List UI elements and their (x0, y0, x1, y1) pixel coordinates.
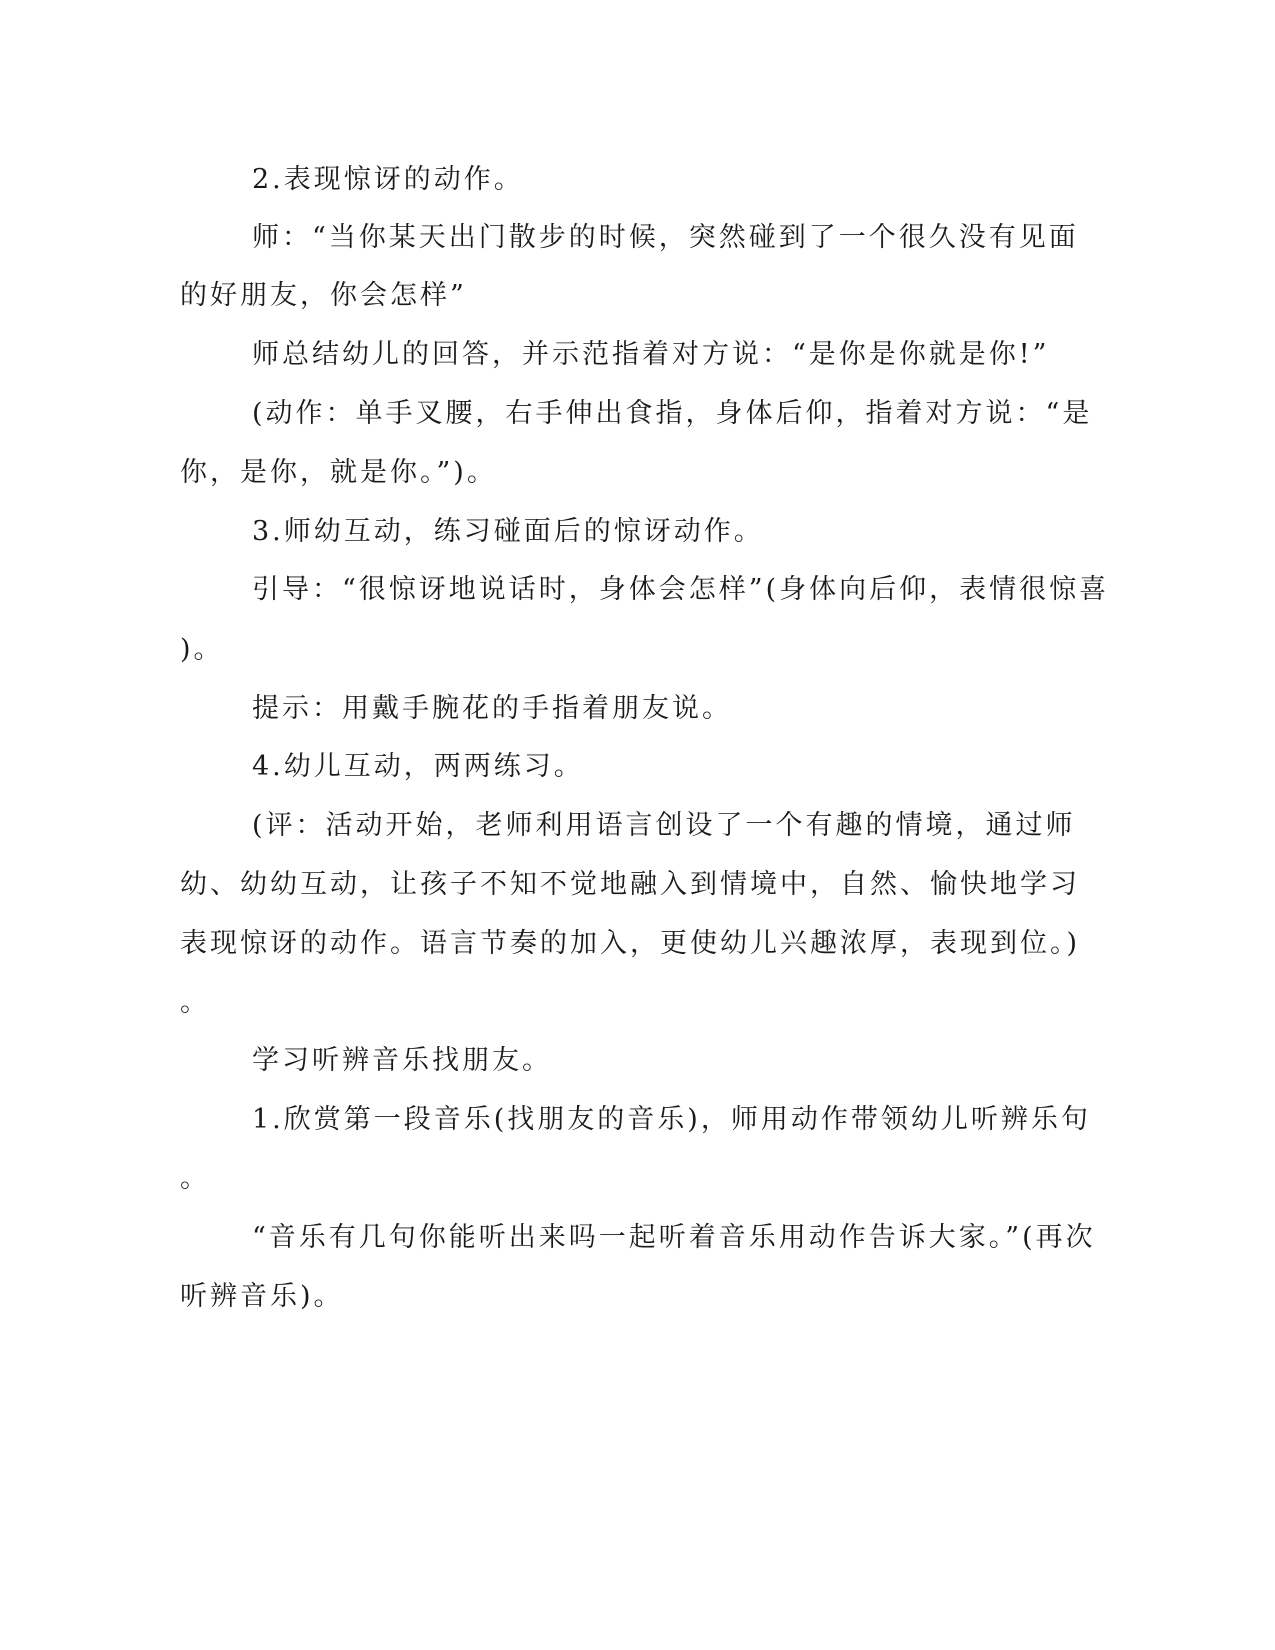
text-line: )。 (180, 634, 224, 665)
text-line: (动作：单手叉腰，右手伸出食指，身体后仰，指着对方说：“是 (252, 398, 1093, 429)
text-line: 4.幼儿互动，两两练习。 (252, 751, 584, 782)
text-line: 。 (180, 1163, 210, 1194)
text-line: 师总结幼儿的回答，并示范指着对方说：“是你是你就是你!” (252, 339, 1050, 370)
text-line: 师：“当你某天出门散步的时候，突然碰到了一个很久没有见面 (252, 222, 1079, 253)
text-line: 学习听辨音乐找朋友。 (252, 1045, 552, 1076)
text-line: 提示：用戴手腕花的手指着朋友说。 (252, 693, 732, 724)
text-line: 1.欣赏第一段音乐(找朋友的音乐)，师用动作带领幼儿听辨乐句 (252, 1104, 1091, 1135)
text-line: 你，是你，就是你。”)。 (180, 457, 497, 488)
text-line: “音乐有几句你能听出来吗一起听着音乐用动作告诉大家。”(再次 (252, 1222, 1096, 1253)
text-line: 幼、幼幼互动，让孩子不知不觉地融入到情境中，自然、愉快地学习 (180, 869, 1080, 900)
text-line: 2.表现惊讶的动作。 (252, 164, 524, 195)
text-line: 。 (180, 987, 210, 1018)
text-line: (评：活动开始，老师利用语言创设了一个有趣的情境，通过师 (252, 810, 1076, 841)
text-line: 听辨音乐)。 (180, 1281, 344, 1312)
text-line: 的好朋友，你会怎样” (180, 280, 467, 311)
text-line: 3.师幼互动，练习碰面后的惊讶动作。 (252, 516, 764, 547)
text-line: 引导：“很惊讶地说话时，身体会怎样”(身体向后仰，表情很惊喜 (252, 574, 1110, 605)
text-line: 表现惊讶的动作。语言节奏的加入，更使幼儿兴趣浓厚，表现到位。) (180, 928, 1081, 959)
